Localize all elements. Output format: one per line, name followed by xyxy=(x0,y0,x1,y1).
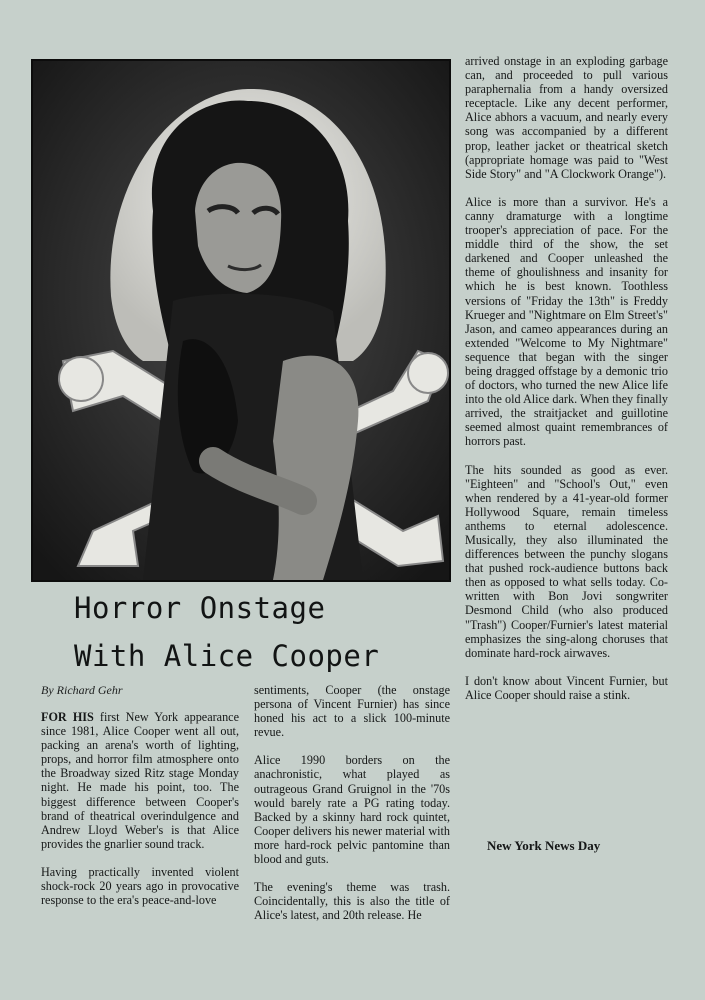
paragraph-text: first New York appearance since 1981, Alice Cooper went all out, packing an arena's worth of lighting, props, and horror film atmosphere onto the Broadway sized Ritz stage Monday night. He made his point, too. The biggest difference between Cooper's brand of theatrical overindulgence and Andrew Lloyd Weber's is that Alice provides the gnarlier sound track. xyxy=(41,710,239,851)
paragraph: sentiments, Cooper (the onstage persona of Vincent Furnier) has since honed his act to a slick 100-minute revue. xyxy=(254,683,450,740)
headline-line-1: Horror Onstage xyxy=(74,591,326,625)
article-column-3 xyxy=(465,54,668,716)
headline-line-2: With Alice Cooper xyxy=(74,639,380,673)
paragraph: Alice is more than a survivor. He's a canny dramaturge with a longtime trooper's appreciation of pace. For the middle third of the show, the set darkened and Cooper unleashed the theme of ghoulishness and insanity for which he is best known. Toothless versions of "Friday the 13th" is Freddy Krueger and "Nightmare on Elm Street's" Jason, and cameo appearances during an extended "Welcome to My Nightmare" sequence that began with the singer being dragged offstage by a demonic trio of doctors, who turned the new Alice life into the old Alice dark. When they finally arrived, the straitjacket and guillotine seemed almost quaint remembrances of horrors past. xyxy=(465,194,668,449)
paragraph: Alice 1990 borders on the anachronistic, what played as outrageous Grand Gruignol in the '70s would barely rate a PG rating today. Backed by a skinny hard rock quintet, Cooper delivers his newer material with more hard-rock pelvic pantomine than blood and guts. xyxy=(254,753,450,867)
photo-illustration xyxy=(33,61,449,580)
paragraph: arrived onstage in an exploding garbage can, and proceeded to pull various paraphernalia from a handy oversized receptacle. Like any decent performer, Alice abhors a vacuum, and nearly every song was accompanied by a different prop, leather jacket or theatrical sketch (appropriate homage was paid to "West Side Story" and "A Clockwork Orange"). xyxy=(465,54,668,181)
source-credit: New York News Day xyxy=(487,838,601,853)
paragraph: The evening's theme was trash. Coincidentally, this is also the title of Alice's latest, and 20th release. He xyxy=(254,880,450,923)
lead-in: FOR HIS xyxy=(41,710,94,724)
headline xyxy=(74,584,454,680)
paragraph: I don't know about Vincent Furnier, but Alice Cooper should raise a stink. xyxy=(465,673,668,702)
paragraph: The hits sounded as good as ever. "Eighteen" and "School's Out," even when rendered by a 41-year-old former Hollywood Square, remain timeless anthems to eternal adolescence. Musically, they also illuminated the differences between the punchy slogans that pushed rock-audience buttons back then as opposed to what sells today. Co-written with Bon Jovi songwriter Desmond Child (who also produced "Trash") Cooper/Furnier's latest material emphasizes the sing-along choruses that dominate hard-rock airwaves. xyxy=(465,462,668,660)
paragraph: Having practically invented violent shock-rock 20 years ago in provocative response to the era's peace-and-love xyxy=(41,864,239,908)
alice-cooper-photo xyxy=(31,59,451,582)
article-column-1 xyxy=(41,710,239,921)
article-column-2 xyxy=(254,683,450,936)
byline: By Richard Gehr xyxy=(41,683,123,697)
paragraph xyxy=(41,710,239,851)
